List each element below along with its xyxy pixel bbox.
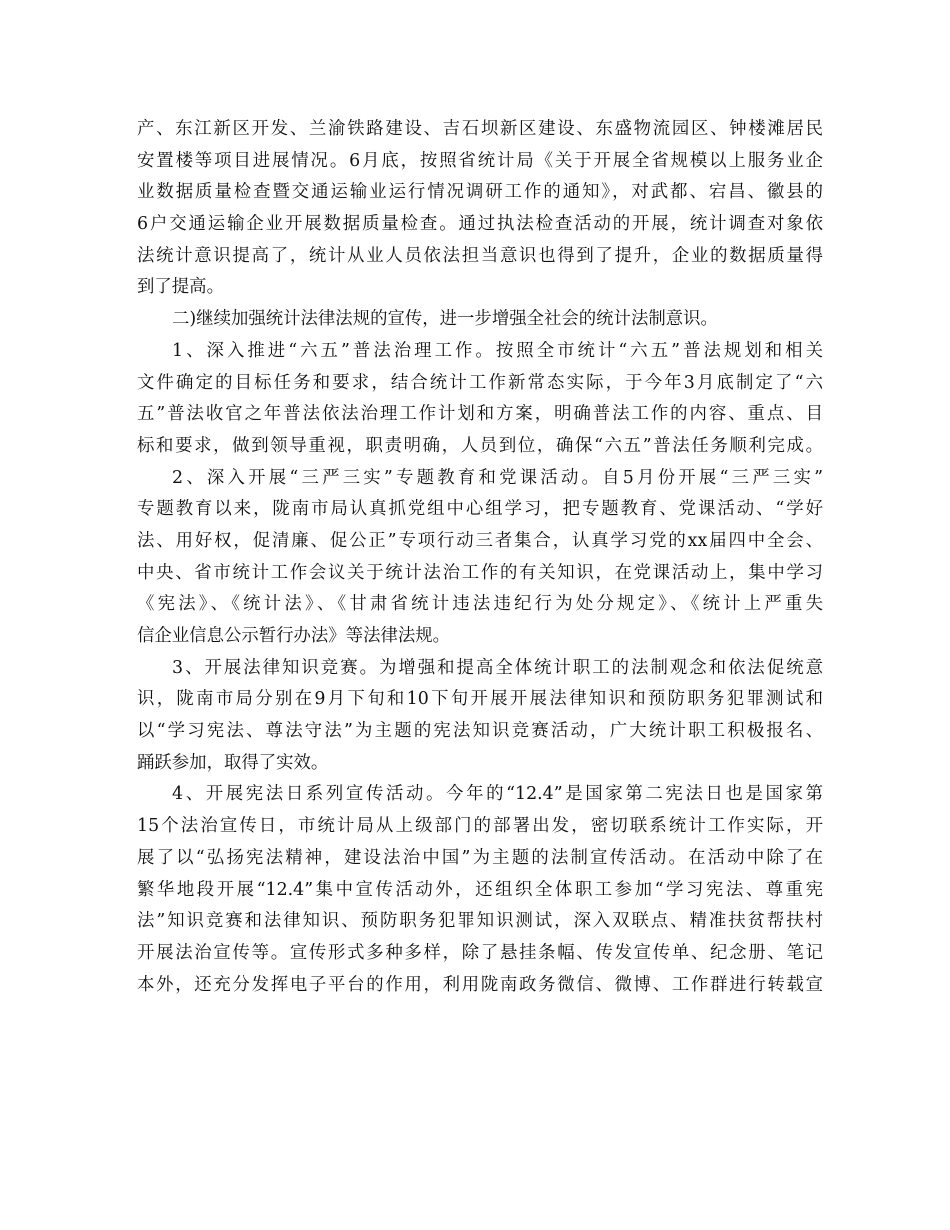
text-line: 文件确定的目标任务和要求，结合统计工作新常态实际，于今年3月底制定了“六 xyxy=(137,372,823,393)
text-line: 五”普法收官之年普法依法治理工作计划和方案，明确普法工作的内容、重点、目 xyxy=(137,404,823,425)
text-line: 信企业信息公示暂行办法》等法律法规。 xyxy=(137,626,451,646)
text-line: 中央、省市统计工作会议关于统计法治工作的有关知识，在党课活动上，集中学习 xyxy=(137,562,823,583)
text-line: 到了提高。 xyxy=(137,277,224,298)
text-line: 法、用好权，促清廉、促公正”专项行动三者集合，认真学习党的xx届四中全会、 xyxy=(137,530,823,551)
text-line: 6户交通运输企业开展数据质量检查。通过执法检查活动的开展，统计调查对象依 xyxy=(137,214,823,235)
section-heading: 二)继续加强统计法律法规的宣传，进一步增强全社会的统计法制意识。 xyxy=(172,309,718,330)
text-line: 产、东江新区开发、兰渝铁路建设、吉石坝新区建设、东盛物流园区、钟楼滩居民 xyxy=(137,119,823,139)
text-line: 展了以“弘扬宪法精神，建设法治中国”为主题的法制宣传活动。在活动中除了在 xyxy=(137,847,823,868)
text-line: 以“学习宪法、尊法守法”为主题的宪法知识竞赛活动，广大统计职工积极报名、 xyxy=(137,721,823,742)
text-line: 《宪法》、《统计法》、《甘肃省统计违法违纪行为处分规定》、《统计上严重失 xyxy=(137,594,823,615)
text-line: 法统计意识提高了，统计从业人员依法担当意识也得到了提升，企业的数据质量得 xyxy=(137,245,823,266)
text-line: 专题教育以来，陇南市局认真抓党组中心组学习，把专题教育、党课活动、“学好 xyxy=(137,499,823,520)
text-line: 踊跃参加，取得了实效。 xyxy=(137,752,329,773)
text-line: 标和要求，做到领导重视，职责明确，人员到位，确保“六五”普法任务顺利完成。 xyxy=(137,435,823,456)
paragraph-start-line: 2、深入开展“三严三实”专题教育和党课活动。自5月份开展“三严三实” xyxy=(172,467,823,488)
paragraph-start-line: 3、开展法律知识竞赛。为增强和提高全体统计职工的法制观念和依法促统意 xyxy=(172,657,823,678)
document-body xyxy=(137,114,823,1001)
paragraph-start-line: 4、开展宪法日系列宣传活动。今年的“12.4”是国家第二宪法日也是国家第 xyxy=(172,784,823,805)
text-line: 业数据质量检查暨交通运输业运行情况调研工作的通知》，对武都、宕昌、徽县的 xyxy=(137,182,823,203)
text-line: 识，陇南市局分别在9月下旬和10下旬开展开展法律知识和预防职务犯罪测试和 xyxy=(137,689,823,710)
text-line: 法”知识竞赛和法律知识、预防职务犯罪知识测试，深入双联点、精准扶贫帮扶村 xyxy=(137,911,823,932)
text-line: 繁华地段开展“12.4”集中宣传活动外，还组织全体职工参加“学习宪法、尊重宪 xyxy=(137,879,823,900)
text-line: 安置楼等项目进展情况。6月底，按照省统计局《关于开展全省规模以上服务业企 xyxy=(137,150,823,171)
paragraph-start-line: 1、深入推进“六五”普法治理工作。按照全市统计“六五”普法规划和相关 xyxy=(172,340,823,361)
text-line: 本外，还充分发挥电子平台的作用，利用陇南政务微信、微博、工作群进行转载宣 xyxy=(137,974,823,995)
text-line: 15个法治宣传日，市统计局从上级部门的部署出发，密切联系统计工作实际，开 xyxy=(137,816,823,837)
text-line: 开展法治宣传等。宣传形式多种多样，除了悬挂条幅、传发宣传单、纪念册、笔记 xyxy=(137,942,823,963)
